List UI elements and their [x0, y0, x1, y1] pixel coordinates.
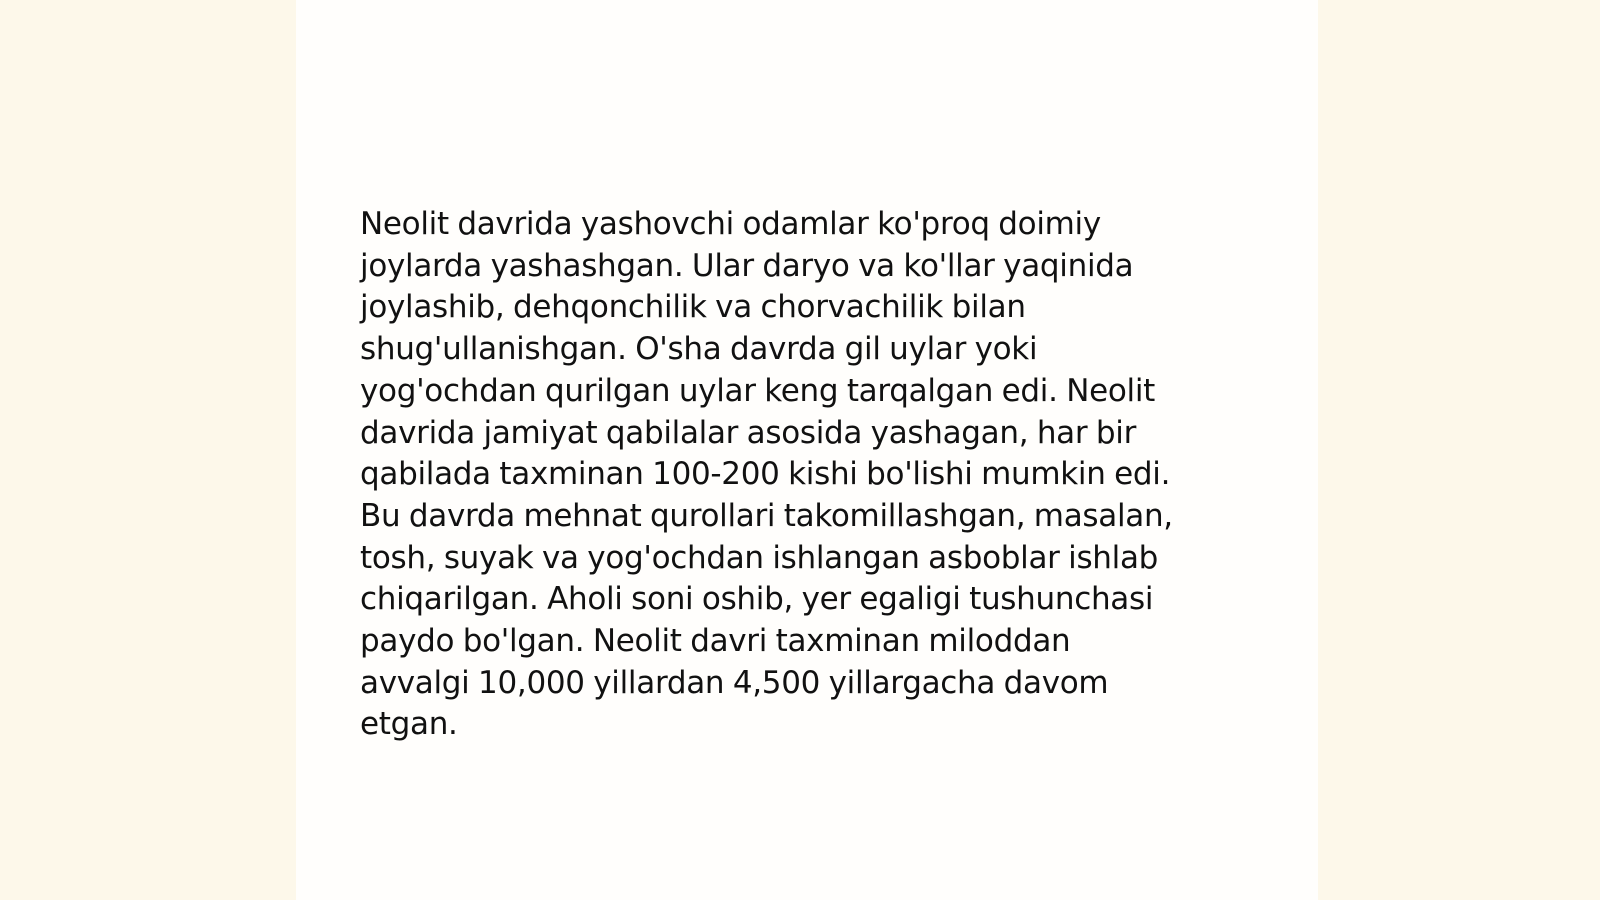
- paragraph-line: joylashib, dehqonchilik va chorvachilik bilan: [360, 289, 1026, 326]
- document-page: [296, 0, 1318, 900]
- paragraph-line: davrida jamiyat qabilalar asosida yashagan, har bir: [360, 414, 1137, 451]
- paragraph-line: avvalgi 10,000 yillardan 4,500 yillargacha davom: [360, 664, 1109, 701]
- paragraph-line: tosh, suyak va yog'ochdan ishlangan asboblar ishlab: [360, 539, 1159, 576]
- paragraph-line: Bu davrda mehnat qurollari takomillashgan, masalan,: [360, 497, 1173, 534]
- paragraph-line: shug'ullanishgan. O'sha davrda gil uylar yoki: [360, 331, 1038, 368]
- paragraph-line: paydo bo'lgan. Neolit davri taxminan miloddan: [360, 623, 1071, 660]
- paragraph-line: Neolit davrida yashovchi odamlar ko'proq doimiy: [360, 206, 1101, 242]
- paragraph-line: yog'ochdan qurilgan uylar keng tarqalgan edi. Neolit: [360, 372, 1156, 409]
- body-paragraph: [360, 204, 1240, 746]
- paragraph-line: etgan.: [360, 706, 458, 743]
- paragraph-line: qabilada taxminan 100-200 kishi bo'lishi mumkin edi.: [360, 456, 1171, 493]
- paragraph-line: chiqarilgan. Aholi soni oshib, yer egaligi tushunchasi: [360, 581, 1154, 618]
- paragraph-line: joylarda yashashgan. Ular daryo va ko'llar yaqinida: [360, 247, 1134, 284]
